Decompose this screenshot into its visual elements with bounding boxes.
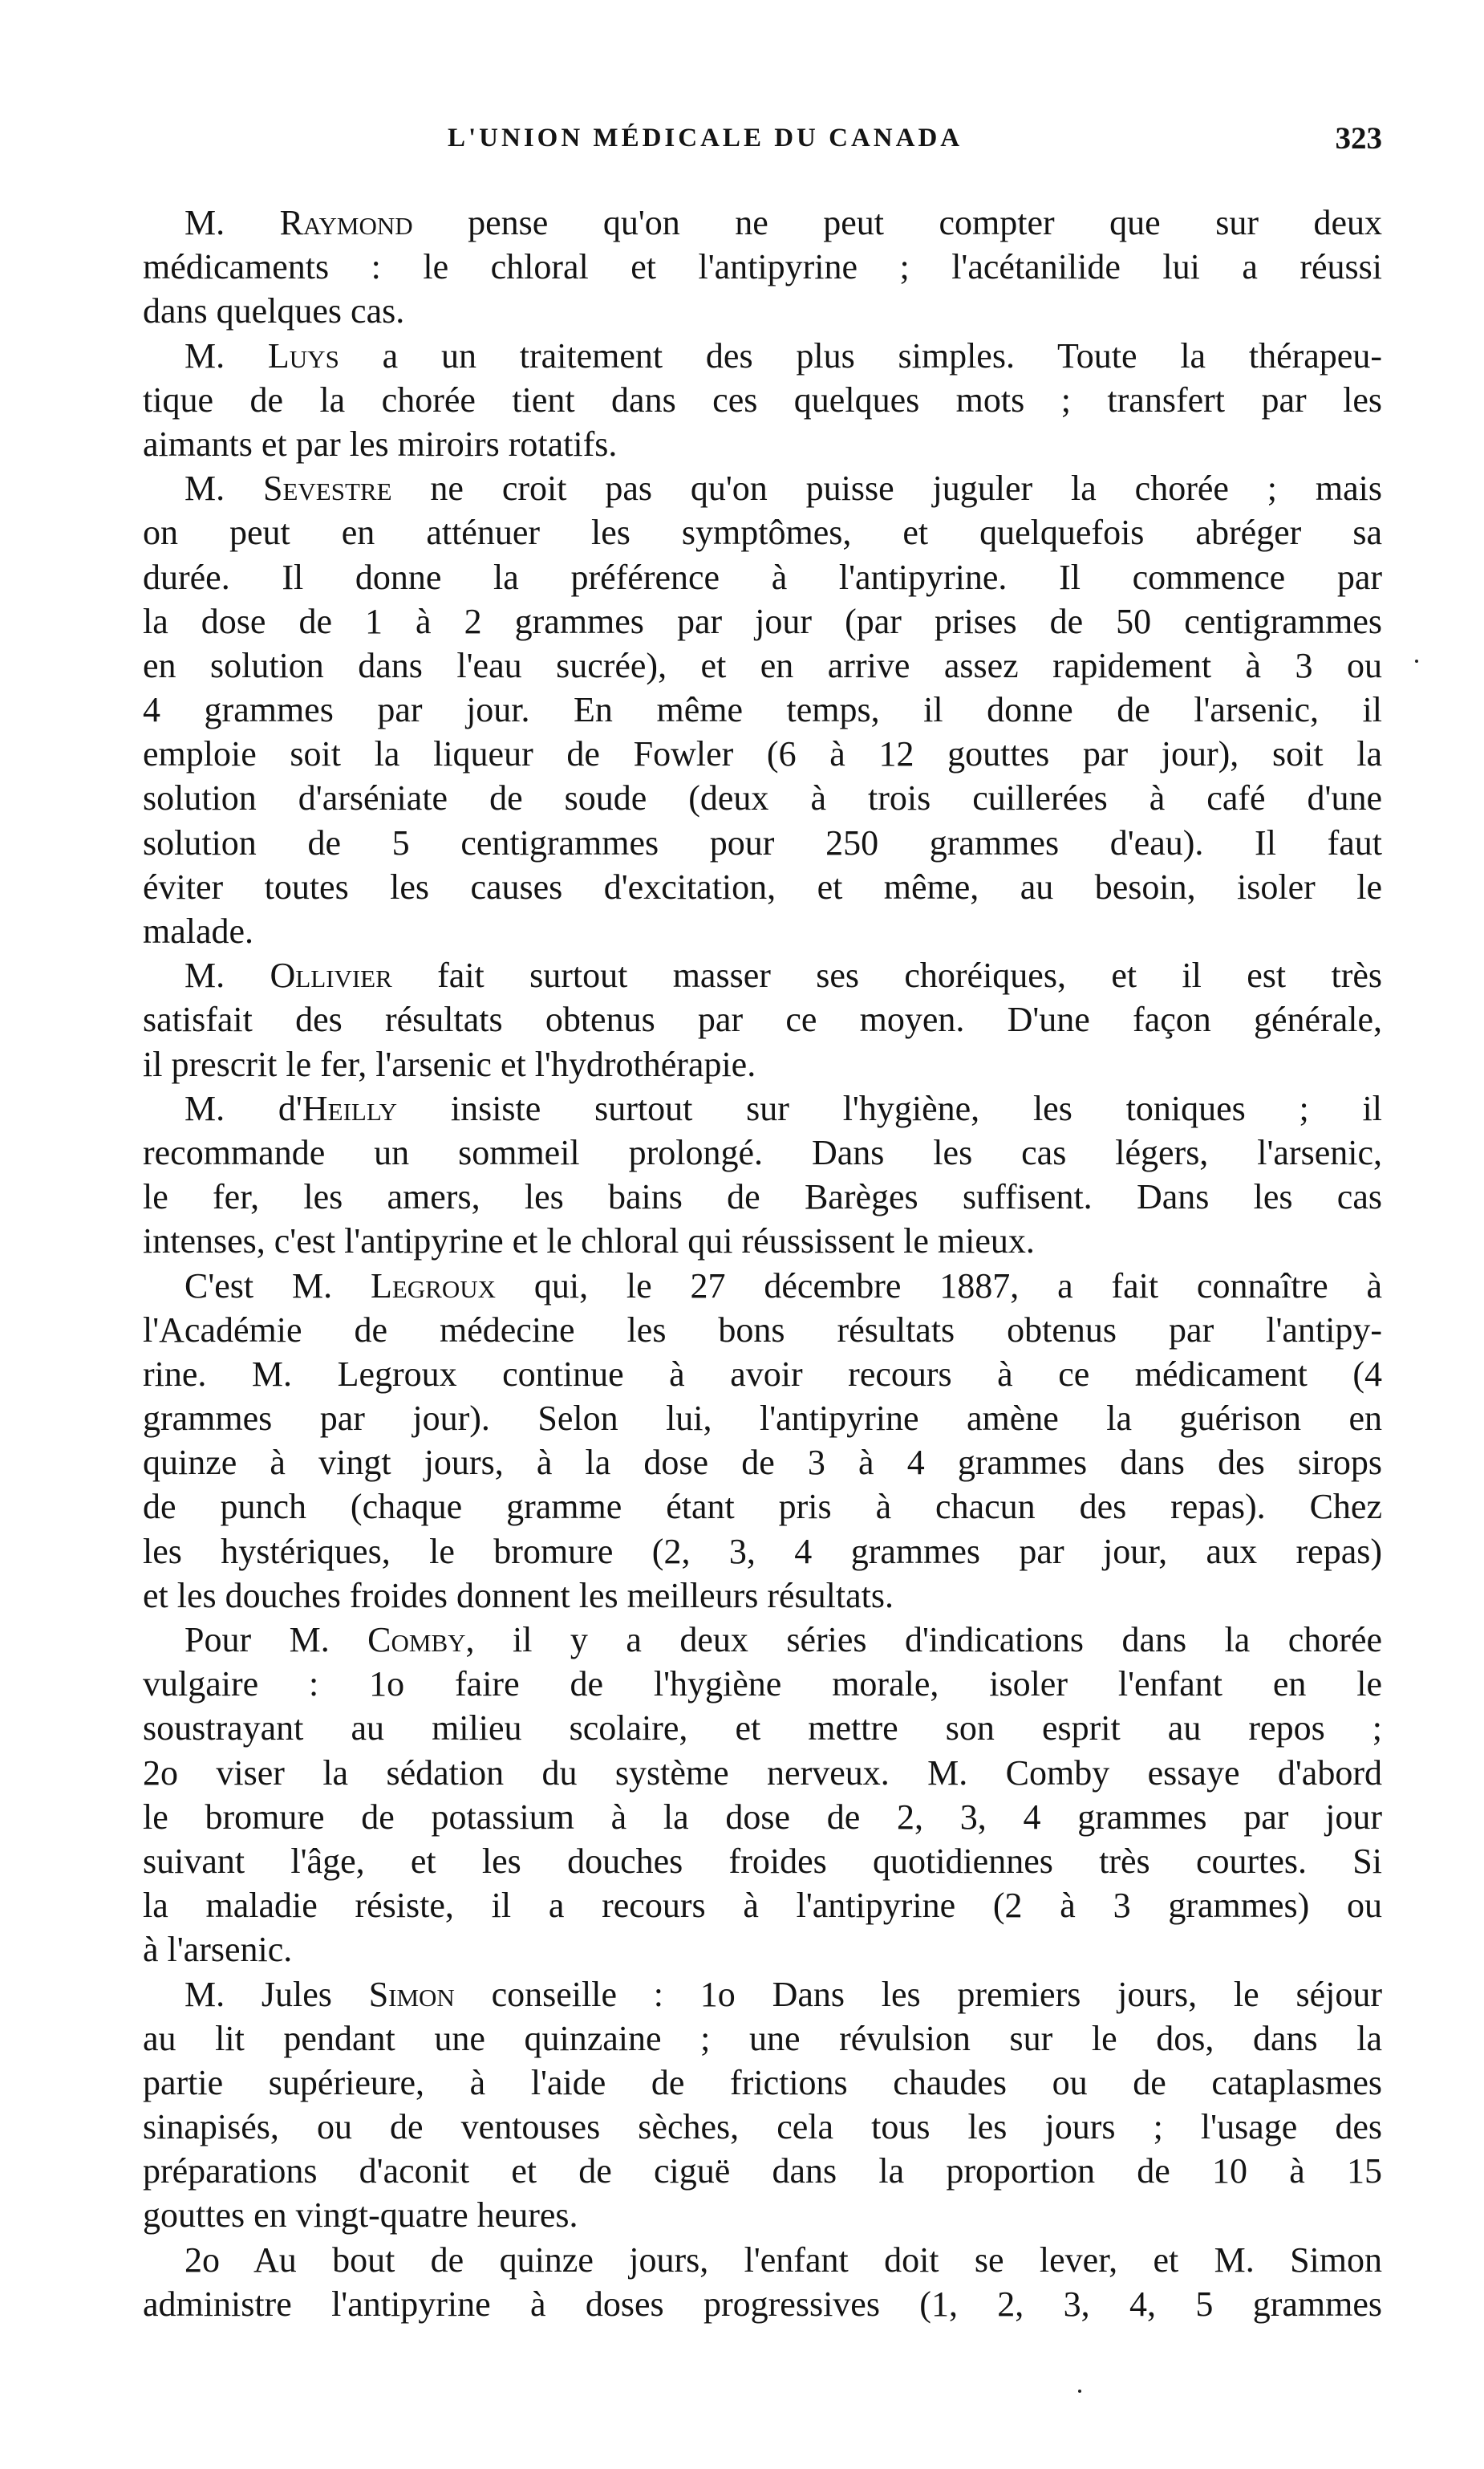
text-line: médicaments : le chloral et l'antipyrine ; l'acétanilide lui a réussi [143, 247, 1382, 287]
text-line: la maladie résiste, il a recours à l'antipyrine (2 à 3 grammes) ou [143, 1886, 1382, 1926]
text-line: satisfait des résultats obtenus par ce moyen. D'une façon générale, [143, 1000, 1382, 1040]
text-line: le fer, les amers, les bains de Barèges suffisent. Dans les cas [143, 1177, 1382, 1217]
text-line: vulgaire : 1o faire de l'hygiène morale, isoler l'enfant en le [143, 1664, 1382, 1704]
paragraph-legroux [143, 1264, 1382, 1618]
text-line: administre l'antipyrine à doses progressives (1, 2, 3, 4, 5 grammes [143, 2284, 1382, 2324]
paragraph-comby [143, 1618, 1382, 1972]
article-body [143, 201, 1382, 2326]
text-line: M. d'Heilly insiste surtout sur l'hygiène, les toniques ; il [184, 1088, 1382, 1128]
text-line: intenses, c'est l'antipyrine et le chloral qui réussissent le mieux. [143, 1221, 1035, 1261]
text-line: on peut en atténuer les symptômes, et quelquefois abréger sa [143, 513, 1382, 553]
text-line: 2o Au bout de quinze jours, l'enfant doit se lever, et M. Simon [184, 2240, 1382, 2280]
physician-name: Comby [367, 1620, 466, 1659]
text-line: éviter toutes les causes d'excitation, et même, au besoin, isoler le [143, 867, 1382, 907]
text-line: recommande un sommeil prolongé. Dans les cas légers, l'arsenic, [143, 1132, 1382, 1172]
text-line: en solution dans l'eau sucrée), et en arrive assez rapidement à 3 ou [143, 645, 1382, 685]
text-line: et les douches froides donnent les meilleurs résultats. [143, 1575, 894, 1615]
physician-name: Heilly [302, 1088, 398, 1128]
text-line: partie supérieure, à l'aide de frictions chaudes ou de cataplasmes [143, 2062, 1382, 2102]
physician-name: Sevestre [263, 469, 392, 509]
text-line: malade. [143, 912, 254, 951]
print-speck [1078, 2390, 1081, 2393]
text-line: M. Ollivier fait surtout masser ses choréiques, et il est très [184, 956, 1382, 996]
text-line: l'Académie de médecine les bons résultats obtenus par l'antipy- [143, 1310, 1382, 1350]
text-line: suivant l'âge, et les douches froides quotidiennes très courtes. Si [143, 1841, 1382, 1881]
text-line: emploie soit la liqueur de Fowler (6 à 12 gouttes par jour), soit la [143, 734, 1382, 774]
physician-name: Legroux [370, 1265, 497, 1306]
text-line: aimants et par les miroirs rotatifs. [143, 424, 618, 464]
paragraph-heilly [143, 1086, 1382, 1264]
text-line: 2o viser la sédation du système nerveux. M. Comby essaye d'abord [143, 1752, 1382, 1793]
text-line: quinze à vingt jours, à la dose de 3 à 4 grammes dans des sirops [143, 1443, 1382, 1483]
paragraph-continuation [143, 2238, 1382, 2326]
page-number: 323 [1335, 121, 1382, 156]
text-line: le bromure de potassium à la dose de 2, 3, 4 grammes par jour [143, 1797, 1382, 1837]
text-line: rine. M. Legroux continue à avoir recours à ce médicament (4 [143, 1354, 1382, 1394]
text-line: dans quelques cas. [143, 291, 405, 331]
text-line: M. Raymond pense qu'on ne peut compter que sur deux [184, 203, 1382, 242]
text-line: tique de la chorée tient dans ces quelques mots ; transfert par les [143, 380, 1382, 420]
text-line: grammes par jour). Selon lui, l'antipyrine amène la guérison en [143, 1399, 1382, 1439]
text-line: gouttes en vingt-quatre heures. [143, 2195, 578, 2236]
text-line: 4 grammes par jour. En même temps, il donne de l'arsenic, il [143, 690, 1382, 730]
text-line: les hystériques, le bromure (2, 3, 4 grammes par jour, aux repas) [143, 1531, 1382, 1571]
physician-name: Raymond [279, 203, 413, 242]
text-line: solution d'arséniate de soude (deux à trois cuillerées à café d'une [143, 778, 1382, 818]
text-line: à l'arsenic. [143, 1930, 293, 1970]
text-line: sinapisés, ou de ventouses sèches, cela tous les jours ; l'usage des [143, 2107, 1382, 2147]
text-line: Pour M. Comby, il y a deux séries d'indications dans la chorée [184, 1620, 1383, 1659]
text-line: durée. Il donne la préférence à l'antipyrine. Il commence par [143, 557, 1382, 597]
page-header [143, 120, 1382, 169]
paragraph-sevestre [143, 466, 1382, 953]
text-line: M. Sevestre ne croit pas qu'on puisse juguler la chorée ; mais [184, 469, 1382, 509]
paragraph-luys [143, 334, 1382, 467]
text-line: M. Luys a un traitement des plus simples. Toute la thérapeu- [184, 335, 1382, 376]
paragraph-raymond [143, 201, 1382, 334]
text-line: M. Jules Simon conseille : 1o Dans les premiers jours, le séjour [184, 1974, 1382, 2014]
print-speck [1415, 660, 1418, 663]
text-line: solution de 5 centigrammes pour 250 grammes d'eau). Il faut [143, 822, 1382, 863]
text-line: de punch (chaque gramme étant pris à chacun des repas). Chez [143, 1487, 1382, 1527]
text-line: préparations d'aconit et de ciguë dans la proportion de 10 à 15 [143, 2151, 1382, 2191]
text-line: au lit pendant une quinzaine ; une révulsion sur le dos, dans la [143, 2018, 1382, 2058]
running-head: L'UNION MÉDICALE DU CANADA [448, 124, 963, 152]
text-line: la dose de 1 à 2 grammes par jour (par prises de 50 centigrammes [143, 601, 1382, 641]
physician-name: Luys [267, 335, 339, 376]
paragraph-ollivier [143, 953, 1382, 1086]
text-line: C'est M. Legroux qui, le 27 décembre 1887, a fait connaître à [184, 1265, 1382, 1306]
paragraph-simon [143, 1972, 1382, 2238]
text-line: soustrayant au milieu scolaire, et mettre son esprit au repos ; [143, 1708, 1382, 1748]
physician-name: Ollivier [270, 956, 392, 996]
text-line: il prescrit le fer, l'arsenic et l'hydrothérapie. [143, 1044, 756, 1084]
physician-name: Simon [368, 1974, 455, 2014]
